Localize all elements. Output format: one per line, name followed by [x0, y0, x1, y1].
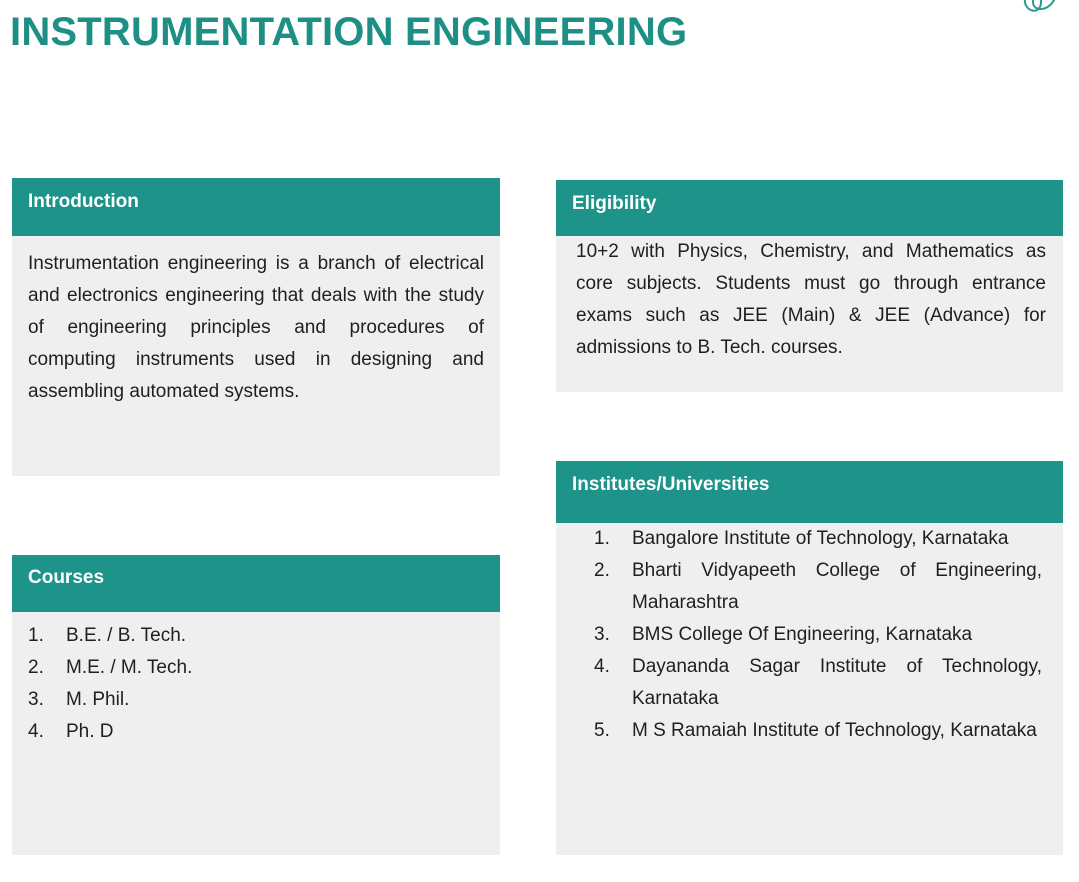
institutes-heading: Institutes/Universities — [556, 461, 1063, 523]
list-item-text: B.E. / B. Tech. — [66, 625, 187, 646]
list-item-number: 3. — [594, 624, 610, 645]
eligibility-heading: Eligibility — [556, 180, 1063, 236]
list-item-text: BMS College Of Engineering, Karnataka — [632, 624, 973, 645]
list-item — [28, 620, 484, 652]
list-item-number: 4. — [594, 656, 610, 677]
introduction-card — [12, 178, 500, 476]
list-item — [594, 619, 1042, 651]
institutes-body — [556, 523, 1063, 747]
list-item — [28, 652, 484, 684]
list-item-text: Ph. D — [66, 721, 114, 742]
courses-list — [28, 620, 484, 748]
list-item-text: M. Phil. — [66, 689, 130, 710]
decorative-loop-icon — [1019, 0, 1059, 20]
list-item-text: Bharti Vidyapeeth College of Engineering, Maharashtra — [632, 560, 1042, 613]
introduction-heading: Introduction — [12, 178, 500, 236]
list-item-number: 2. — [594, 560, 610, 581]
eligibility-text: 10+2 with Physics, Chemistry, and Mathematics as core subjects. Students must go through entrance exams such as JEE (Main) & JEE (Advance) for admissions to B. Tech. courses. — [576, 241, 1046, 358]
list-item — [594, 715, 1042, 747]
list-item-text: M S Ramaiah Institute of Technology, Karnataka — [632, 720, 1037, 741]
eligibility-body — [556, 236, 1063, 364]
list-item-number: 4. — [28, 721, 44, 742]
list-item — [594, 523, 1042, 555]
courses-heading: Courses — [12, 555, 500, 612]
eligibility-card — [556, 180, 1063, 392]
list-item-text: M.E. / M. Tech. — [66, 657, 193, 678]
list-item — [28, 716, 484, 748]
institutes-card — [556, 461, 1063, 855]
institutes-list — [594, 523, 1042, 747]
introduction-text: Instrumentation engineering is a branch of electrical and electronics engineering that deals with the study of engineering principles and procedures of computing instruments used in designing and assembling automated systems. — [28, 253, 484, 402]
list-item-number: 3. — [28, 689, 44, 710]
courses-body — [12, 612, 500, 748]
list-item-text: Bangalore Institute of Technology, Karnataka — [632, 528, 1009, 549]
list-item — [28, 684, 484, 716]
list-item-number: 1. — [28, 625, 44, 646]
list-item — [594, 651, 1042, 715]
list-item-number: 2. — [28, 657, 44, 678]
page-title: INSTRUMENTATION ENGINEERING — [10, 10, 688, 54]
courses-card — [12, 555, 500, 855]
list-item-text: Dayananda Sagar Institute of Technology, Karnataka — [632, 656, 1042, 709]
introduction-body — [12, 236, 500, 408]
list-item-number: 5. — [594, 720, 610, 741]
list-item — [594, 555, 1042, 619]
list-item-number: 1. — [594, 528, 610, 549]
